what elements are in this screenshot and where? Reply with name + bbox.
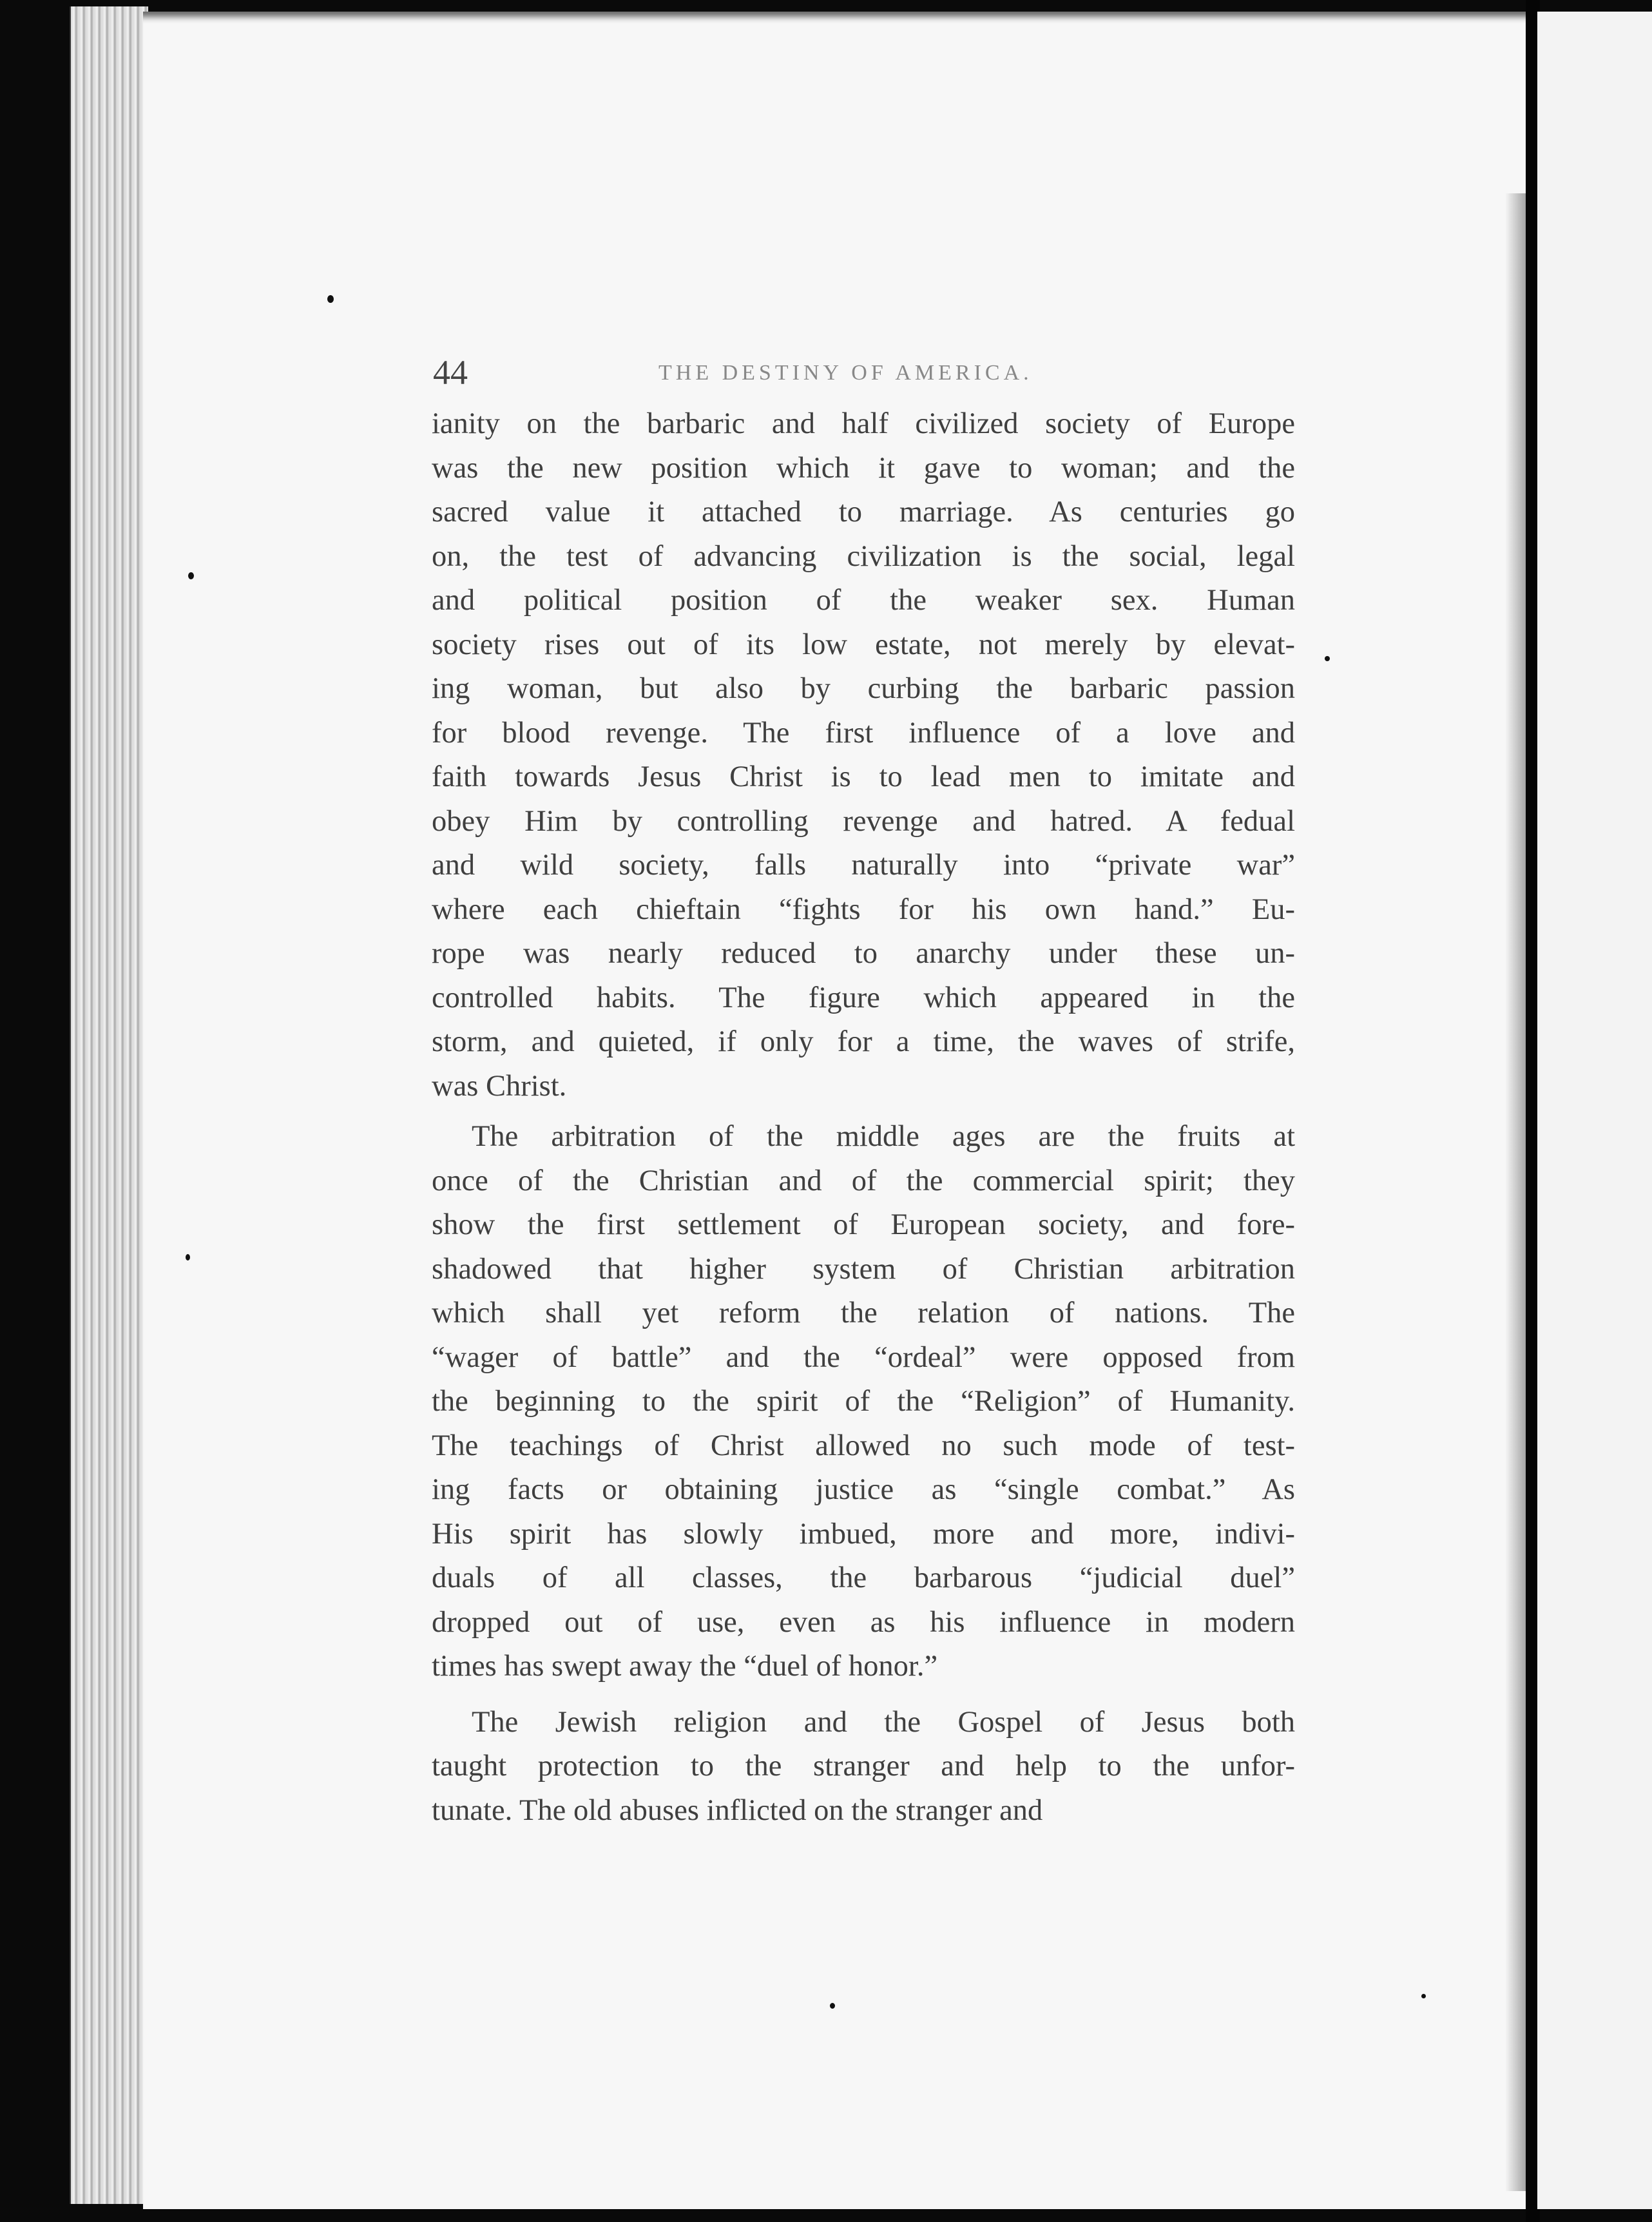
text-line: His spirit has slowly imbued, more and more, indivi- <box>432 1517 1295 1551</box>
facing-page-edge <box>1537 12 1652 2209</box>
text-line: the beginning to the spirit of the “Religion” of Humanity. <box>432 1385 1295 1418</box>
text-line: “wager of battle” and the “ordeal” were opposed from <box>432 1340 1295 1374</box>
text-line: ianity on the barbaric and half civilized society of Europe <box>432 407 1295 440</box>
text-line: which shall yet reform the relation of nations. The <box>432 1297 1295 1329</box>
scan-speck <box>830 2003 835 2009</box>
scan-speck <box>188 572 194 579</box>
text-line: faith towards Jesus Christ is to lead men to imitate and <box>432 760 1295 793</box>
text-line: shadowed that higher system of Christian arbitration <box>432 1252 1295 1286</box>
scan-speck <box>1325 656 1330 661</box>
book-page-edges <box>70 6 148 2204</box>
text-line: for blood revenge. The first influence of a love and <box>432 716 1295 749</box>
text-line: on, the test of advancing civilization is the social, legal <box>432 539 1295 573</box>
running-head: THE DESTINY OF AMERICA. <box>658 361 1033 385</box>
text-line: taught protection to the stranger and help to the unfor- <box>432 1750 1295 1782</box>
text-line: duals of all classes, the barbarous “judicial duel” <box>432 1561 1295 1594</box>
page-number: 44 <box>433 353 468 392</box>
scan-speck <box>1421 1994 1426 1998</box>
text-line: society rises out of its low estate, not merely by elevat- <box>432 628 1295 661</box>
text-line: rope was nearly reduced to anarchy under these un- <box>432 937 1295 970</box>
scan-speck <box>186 1254 190 1261</box>
text-line: show the first settlement of European society, and fore- <box>432 1208 1295 1241</box>
body-text <box>432 402 1295 1833</box>
text-line: The arbitration of the middle ages are the fruits at <box>472 1120 1295 1153</box>
text-line: ing facts or obtaining justice as “single combat.” As <box>432 1473 1295 1506</box>
text-line: The teachings of Christ allowed no such mode of test- <box>432 1429 1295 1462</box>
scan-speck <box>327 295 334 303</box>
text-line: once of the Christian and of the commercial spirit; they <box>432 1164 1295 1197</box>
text-line: times has swept away the “duel of honor.” <box>432 1650 938 1683</box>
page-header <box>433 353 1296 392</box>
text-line: and political position of the weaker sex. Human <box>432 584 1295 617</box>
text-line: was Christ. <box>432 1069 567 1103</box>
text-line: ing woman, but also by curbing the barbaric passion <box>432 672 1295 705</box>
text-line: and wild society, falls naturally into “private war” <box>432 849 1295 882</box>
paragraph <box>432 402 1295 1108</box>
text-line: storm, and quieted, if only for a time, the waves of strife, <box>432 1025 1295 1058</box>
paragraph <box>432 1701 1295 1833</box>
text-line: The Jewish religion and the Gospel of Jesus both <box>472 1705 1295 1739</box>
text-line: obey Him by controlling revenge and hatred. A fedual <box>432 804 1295 838</box>
text-line: controlled habits. The figure which appeared in the <box>432 981 1295 1014</box>
text-line: sacred value it attached to marriage. As centuries go <box>432 496 1295 528</box>
text-line: was the new position which it gave to woman; and the <box>432 451 1295 485</box>
text-line: where each chieftain “fights for his own hand.” Eu- <box>432 893 1295 926</box>
text-line: tunate. The old abuses inflicted on the stranger and <box>432 1793 1043 1827</box>
paragraph <box>432 1115 1295 1689</box>
text-line: dropped out of use, even as his influence in modern <box>432 1605 1295 1639</box>
